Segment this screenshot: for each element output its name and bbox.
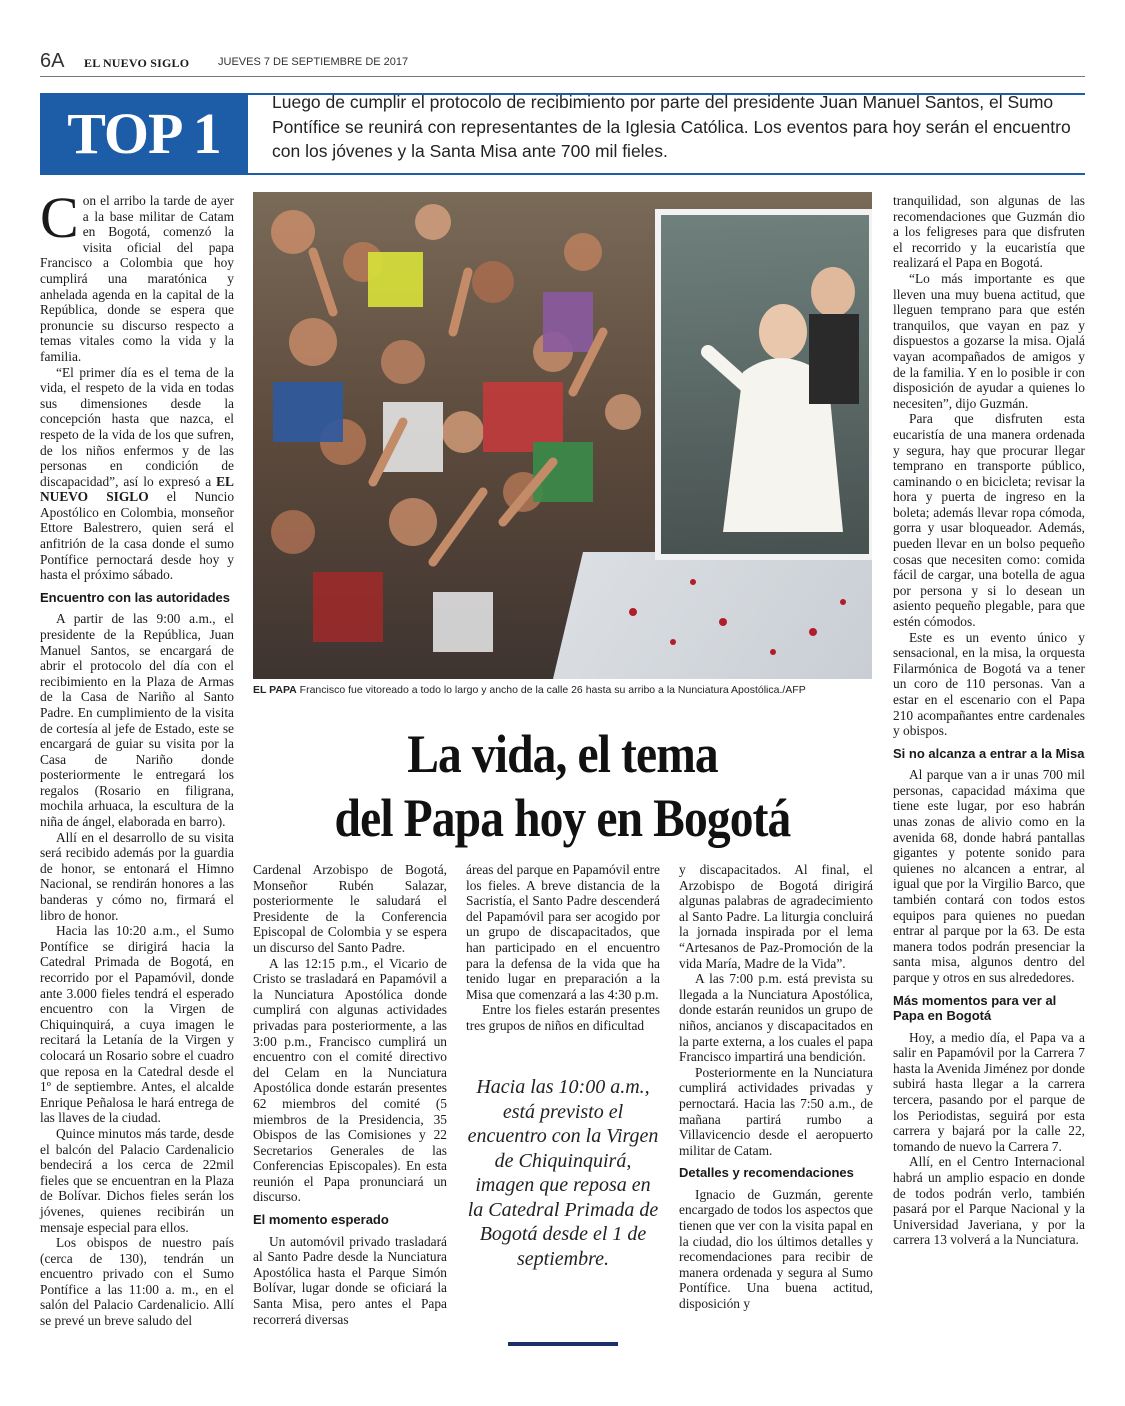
article-paragraph: Un automóvil privado trasladará al Santo Padre desde la Nunciatura Apostólica hasta el Parque Simón Bolívar, lugar donde se oficiará la Santa Misa, pero antes el Papa recorrerá diversas bbox=[253, 1233, 447, 1327]
pull-quote-rule bbox=[508, 1342, 618, 1346]
article-paragraph: tranquilidad, son algunas de las recomendaciones que Guzmán dio a los feligreses para que disfruten el recorrido y la eucaristía que realizará el Papa en Bogotá. bbox=[893, 193, 1085, 271]
drop-cap: C bbox=[40, 185, 79, 250]
caption-text: Francisco fue vitoreado a todo lo largo y ancho de la calle 26 hasta su arribo a la Nunciatura Apostólica. bbox=[296, 684, 783, 696]
headline-line-2: del Papa hoy en Bogotá bbox=[334, 788, 791, 848]
article-paragraph: Este es un evento único y sensacional, en la misa, la orquesta Filarmónica de Bogotá va a tener un coro de 110 personas. Van a estar en el escenario con el Papa 210 acompañantes entre cardenales y obispos. bbox=[893, 629, 1085, 739]
article-paragraph: Allí, en el Centro Internacional habrá un amplio espacio en donde de todos podrán verlo, también pasará por el Parque Nacional y la Universidad Javeriana, y por la carrera 13 volverá a la Nunciatura. bbox=[893, 1154, 1085, 1248]
publication-name: EL NUEVO SIGLO bbox=[84, 56, 190, 70]
article-column-1 bbox=[40, 185, 235, 1329]
caption-lead: EL PAPA bbox=[253, 684, 297, 696]
article-paragraph: Para que disfruten esta eucaristía de una manera ordenada y segura, hay que procurar llegar temprano en transporte público, caminando o en bicicleta; revisar la hora y puerta de ingreso en la boleta; además llevar ropa cómoda, gorra y usar bloqueador. Además, pueden llevar en un bolso pequeño cosas que necesiten como: comida fácil de cargar, una botella de agua por persona y si lo desean un asiento pequeño plegable, para que estén cómodos. bbox=[893, 411, 1085, 630]
photo-credit: /AFP bbox=[782, 684, 806, 696]
photo-caption bbox=[253, 684, 872, 696]
subheading: El momento esperado bbox=[253, 1212, 389, 1228]
publication-mention: EL NUEVO SIGLO bbox=[40, 473, 234, 505]
article-summary: Luego de cumplir el protocolo de recibimiento por parte del presidente Juan Manuel Santos, el Sumo Pontífice se reunirá con representantes de la Iglesia Católica. Los eventos para hoy serán el encuentro con los jóvenes y la Santa Misa ante 700 mil fieles. bbox=[272, 92, 1071, 161]
article-paragraph: “Lo más importante es que lleven una muy buena actitud, que lleguen temprano para que estén tranquilos, que vayan en paz y dispuestos a gozarse la misa. Ojalá vayan acompañados de amigos y de la familia. Y en lo posible ir con disposición de ayudar a quienes lo necesiten”, dijo Guzmán. bbox=[893, 270, 1085, 411]
article-paragraph: Con el arribo la tarde de ayer a la base militar de Catam en Bogotá, comenzó la visita oficial del papa Francisco a Colombia que hoy cumplirá una maratónica y anhelada agenda en la capital de la República, donde se espera que pronuncie su discurso respecto a temas vitales como la vida y la familia. bbox=[40, 185, 234, 364]
article-paragraph: Allí en el desarrollo de su visita será recibido además por la guardia de honor, se entonará el Himno Nacional, se rendirán honores a las banderas y cómo no, firmará el libro de honor. bbox=[40, 829, 234, 923]
masthead bbox=[40, 50, 1085, 77]
headline-line-1: La vida, el tema bbox=[407, 724, 718, 784]
article-paragraph: Posteriormente en la Nunciatura cumplirá actividades privadas y pernoctará. Hacia las 7:50 a.m., de mañana partirá rumbo a Villavicencio desde el aeropuerto militar de Catam. bbox=[679, 1064, 873, 1158]
article-paragraph: Al parque van a ir unas 700 mil personas, capacidad máxima que tiene este lugar, por eso habrán unas zonas de alivio como en la avenida 68, donde habrá pantallas gigantes y potente sonido para quienes no alcancen a entrar, al igual que por la Virgilio Barco, que también contará con todos estos equipos para quienes no puedan entrar al parque por la 63. De esta manera todos podrán presenciar la santa misa, algunos dentro del parque y otros en sus alrededores. bbox=[893, 767, 1085, 985]
section-badge: TOP 1 bbox=[40, 93, 248, 175]
article-column-5 bbox=[893, 193, 1085, 1248]
photo-illustration bbox=[253, 192, 872, 679]
article-paragraph: y discapacitados. Al final, el Arzobispo de Bogotá dirigirá algunas palabras de agradecimiento al Santo Padre. La liturgia concluirá la jornada inspirada por el lema “Artesanos de Paz-Promoción de la vida María, Madre de la Vida”. bbox=[679, 862, 873, 971]
page-number: 6A bbox=[40, 50, 65, 72]
article-paragraph: Ignacio de Guzmán, gerente encargado de todos los aspectos que tienen que ver con la visita papal en la ciudad, dio los últimos detalles y recomendaciones para recibir de manera ordenada y segura al Sumo Pontífice. Una buena actitud, disposición y bbox=[679, 1186, 873, 1311]
pull-quote: Hacia las 10:00 a.m., está previsto el encuentro con la Virgen de Chiquinquirá, imagen que reposa en la Catedral Primada de Bogotá desde el 1 de septiembre. bbox=[467, 1076, 659, 1270]
article-column-2 bbox=[253, 862, 447, 1327]
article-paragraph: A las 7:00 p.m. está prevista su llegada a la Nunciatura Apostólica, donde estarán reunidos un grupo de niños, ancianos y discapacitados en la parte externa, a los cuales el papa Francisco impartirá una bendición. bbox=[679, 971, 873, 1065]
article-paragraph: A las 12:15 p.m., el Vicario de Cristo se trasladará en Papamóvil a la Nunciatura Apostólica donde cumplirá con algunas actividades privadas para posteriormente, a las 3:00 p.m., Francisco cumplirá un encuentro con el comité directivo del Celam en la Nunciatura Apostólica donde estarán presentes 62 miembros del comité (5 miembros de la Presidencia, 35 Obispos de las Comisiones y 22 Secretarios Generales de las Conferencias Episcopales). En esta reunión el Papa pronunciará un discurso. bbox=[253, 955, 447, 1205]
article-column-3 bbox=[466, 862, 660, 1034]
subheading: Encuentro con las autoridades bbox=[40, 589, 230, 605]
article-paragraph: Los obispos de nuestro país (cerca de 130), tendrán un encuentro privado con el Sumo Pontífice a las 11:00 a. m., en el salón del Palacio Cardenalicio. Allí se prevé un breve saludo del bbox=[40, 1235, 234, 1329]
article-paragraph: Hacia las 10:20 a.m., el Sumo Pontífice se dirigirá hacia la Catedral Primada de Bogotá, en recorrido por el Papamóvil, donde ante 3.000 fieles tendrá el esperado encuentro con la Virgen de Chiquinquirá, a cuya imagen le recitará la Letanía de la Virgen y colocará un Rosario sobre el cuadro que reposa en la Catedral desde el 1º de septiembre. Antes, el alcalde Enrique Peñalosa le hará entrega de las llaves de la ciudad. bbox=[40, 923, 234, 1126]
article-paragraph: A partir de las 9:00 a.m., el presidente de la República, Juan Manuel Santos, se encargará de abrir el protocolo del día con el recibimiento en la Plaza de Armas de la Casa de Nariño al Santo Padre. En cumplimiento de la visita de cortesía al jefe de Estado, este se encargará de guiar su visita por la Casa de Nariño donde posteriormente le entregará los regalos (Rosario en filigrana, mochila arhuaca, la escultura de la niña de ángel, elaborada en barro). bbox=[40, 611, 234, 830]
publication-date: JUEVES 7 DE SEPTIEMBRE DE 2017 bbox=[218, 56, 409, 68]
article-paragraph: Entre los fieles estarán presentes tres grupos de niños en dificultad bbox=[466, 1002, 660, 1033]
subheading: Si no alcanza a entrar a la Misa bbox=[893, 745, 1085, 761]
article-paragraph: áreas del parque en Papamóvil entre los fieles. A breve distancia de la Sacristía, el Santo Padre descenderá del Papamóvil para ser acogido por un grupo de discapacitados, que han participado en el encuentro para la defensa de la vida que ha tenido lugar en preparación a la Misa que comenzará a las 4:30 p.m. bbox=[466, 862, 660, 1002]
subheading: Detalles y recomendaciones bbox=[679, 1165, 854, 1181]
article-paragraph: Cardenal Arzobispo de Bogotá, Monseñor Rubén Salazar, posteriormente le saludará el Presidente de la Conferencia Episcopal de Colombia y se espera un discurso del Santo Padre. bbox=[253, 862, 447, 955]
subheading: Más momentos para ver al Papa en Bogotá bbox=[893, 992, 1057, 1024]
article-paragraph: Hoy, a medio día, el Papa va a salir en Papamóvil por la Carrera 7 hasta la Avenida Jiménez por donde subirá hasta llegar a la carrera tercera, pasando por el parque de los Periodistas, seguirá por esta carrera y bajará por la calle 22, tomando de nuevo la Carrera 7. bbox=[893, 1029, 1085, 1154]
headline bbox=[290, 722, 835, 850]
article-paragraph: “El primer día es el tema de la vida, el respeto de la vida en todas sus dimensiones desde la concepción hasta que nazca, el respeto de la vida de los que sufren, de los niños enfermos y de las personas en condición de discapacidad”, así lo expresó a EL NUEVO SIGLO el Nuncio Apostólico en Colombia, monseñor Ettore Balestrero, quien será el anfitrión de la casa donde el sumo Pontífice pernoctará desde hoy y hasta el próximo sábado. bbox=[40, 364, 235, 583]
article-column-4 bbox=[679, 862, 873, 1312]
article-photo bbox=[253, 192, 872, 679]
article-paragraph: Quince minutos más tarde, desde el balcón del Palacio Cardenalicio bendecirá a los cerca de 22mil fieles que se encuentran en la Plaza de Bolívar. Dichos fieles serán los jóvenes, quienes recibirán un mensaje especial para ellos. bbox=[40, 1125, 234, 1235]
